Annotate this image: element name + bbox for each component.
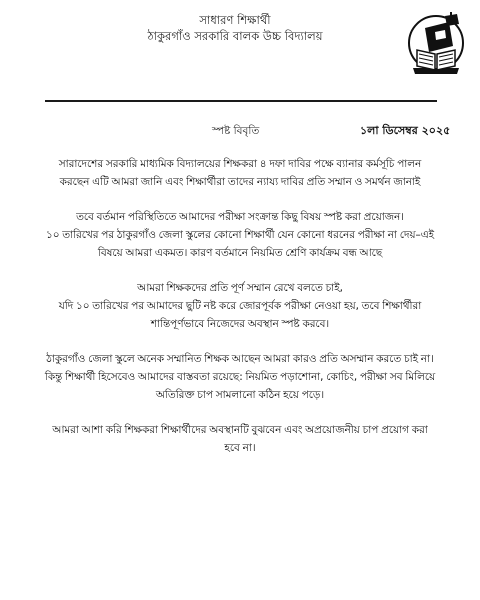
statement-paragraph-4 — [12, 350, 468, 404]
statement-body — [12, 155, 468, 474]
statement-date: ১লা ডিসেম্বর ২০২৫ — [360, 124, 451, 137]
statement-paragraph-3 — [12, 279, 468, 333]
paragraph-line: ঠাকুরগাঁও জেলা স্কুলে অনেক সম্মানিত শিক্ষক আছেন আমরা কারও প্রতি অসম্মান করতে চাই না। — [46, 353, 434, 365]
paragraph-line: করছেন এটি আমরা জানি এবং শিক্ষার্থীরা তাদের ন্যায্য দাবির প্রতি সম্মান ও সমর্থন জানাই — [59, 176, 421, 188]
paragraph-line: যদি ১০ তারিখের পর আমাদের ছুটি নষ্ট করে জোরপূর্বক পরীক্ষা নেওয়া হয়, তবে শিক্ষার্থীরা — [58, 300, 422, 312]
paragraph-line: বিষয়ে আমরা একমত। কারণ বর্তমানে নিয়মিত শ্রেণি কার্যক্রম বন্ধ আছে — [97, 247, 383, 259]
school-book-logo-icon — [405, 10, 467, 80]
statement-paragraph-5 — [12, 421, 468, 457]
statement-paragraph-1 — [12, 155, 468, 191]
org-name-line1: সাধারণ শিক্ষার্থী — [199, 13, 271, 27]
paragraph-line: ১০ তারিখের পর ঠাকুরগাঁও জেলা স্কুলের কোনো শিক্ষার্থী যেন কোনো ধরনের পরীক্ষা না দেয়–এই — [45, 229, 435, 241]
paragraph-line: হবে না। — [224, 442, 256, 454]
org-name-line2: ঠাকুরগাঁও সরকারি বালক উচ্চ বিদ্যালয় — [147, 29, 323, 43]
paragraph-line: তবে বর্তমান পরিস্থিতিতে আমাদের পরীক্ষা সংক্রান্ত কিছু বিষয় স্পষ্ট করা প্রয়োজন। — [76, 211, 404, 223]
paragraph-line: আমরা আশা করি শিক্ষকরা শিক্ষার্থীদের অবস্থানটি বুঝবেন এবং অপ্রয়োজনীয় চাপ প্রয়োগ করা — [52, 424, 428, 436]
letterhead — [0, 0, 480, 100]
paragraph-line: অতিরিক্ত চাপ সামলানো কঠিন হয়ে পড়ে। — [155, 389, 325, 401]
header-divider — [45, 100, 437, 102]
statement-paragraph-2 — [12, 208, 468, 262]
paragraph-line: আমরা শিক্ষকদের প্রতি পূর্ণ সম্মান রেখে বলতে চাই, — [137, 282, 343, 294]
paragraph-line: শান্তিপূর্ণভাবে নিজেদের অবস্থান স্পষ্ট করবে। — [150, 318, 330, 330]
paragraph-line: সারাদেশের সরকারি মাধ্যমিক বিদ্যালয়ের শিক্ষকরা ৪ দফা দাবির পক্ষে ব্যানার কর্মসূচি পালন — [58, 158, 422, 170]
statement-title: স্পষ্ট বিবৃতি — [212, 125, 260, 137]
paragraph-line: কিন্তু শিক্ষার্থী হিসেবেও আমাদের বাস্তবতা রয়েছে: নিয়মিত পড়াশোনা, কোচিং, পরীক্ষা সব মিলিয়ে — [44, 371, 436, 383]
